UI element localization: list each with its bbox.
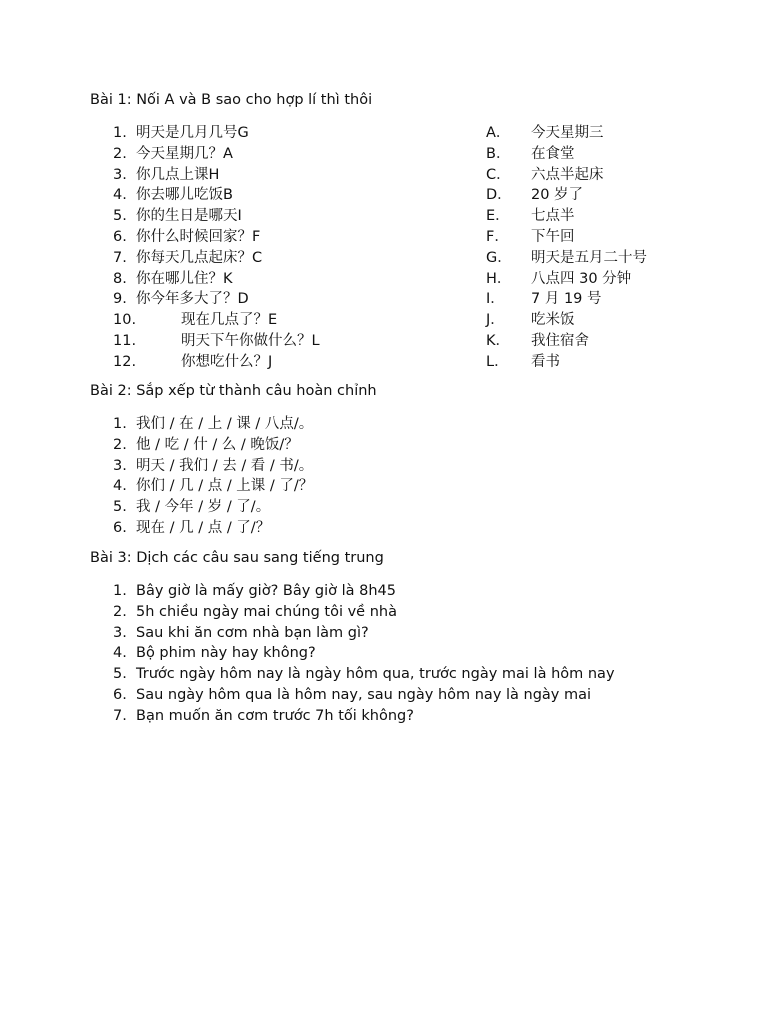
question-item-number: 1. [113, 125, 127, 141]
answer-option-text: 八点四 30 分钟 [531, 270, 632, 287]
question-item-text: 明天下午你做什么？L [181, 333, 320, 349]
scramble-item-text: 他 / 吃 / 什 / 么 / 晚饭/？ [136, 436, 299, 453]
answer-option [0, 248, 768, 268]
scramble-item-text: 明天 / 我们 / 去 / 看 / 书/。 [136, 457, 314, 474]
answer-option [0, 289, 768, 309]
answer-option-letter: E． [486, 208, 510, 225]
translation-item-number: 5. [113, 666, 127, 683]
answer-option [0, 352, 768, 372]
answer-option-text: 我住宿舍 [531, 333, 589, 349]
translation-item-number: 2. [113, 603, 127, 620]
scramble-item [0, 497, 768, 517]
question-item-text: 明天是几月几号G [136, 125, 249, 141]
answer-option [0, 165, 768, 185]
scramble-item [0, 435, 768, 455]
question-item-number: 9. [113, 291, 127, 308]
answer-option-letter: B． [486, 145, 511, 162]
question-item-number: 4. [113, 187, 127, 204]
question-item-number: 12. [113, 353, 137, 370]
translation-item [0, 602, 768, 622]
scramble-item-number: 1. [113, 416, 127, 432]
question-item-number: 6. [113, 229, 127, 245]
answer-option [0, 227, 768, 247]
answer-option [0, 185, 768, 205]
question-item-text: 你去哪儿吃饭B [136, 187, 233, 204]
scramble-item-text: 我们 / 在 / 上 / 课 / 八点/。 [136, 416, 314, 432]
scramble-item-text: 我 / 今年 / 岁 / 了/。 [136, 499, 271, 516]
question-item-text: 现在几点了？E [181, 312, 278, 329]
answer-option-letter: G． [486, 249, 512, 266]
translation-item [0, 664, 768, 684]
answer-option [0, 144, 768, 164]
scramble-item-number: 5. [113, 499, 127, 516]
scramble-item-number: 3. [113, 457, 127, 474]
scramble-item-number: 4. [113, 478, 127, 495]
scramble-item [0, 476, 768, 496]
scramble-item-number: 2. [113, 436, 127, 453]
answer-option-text: 明天是五月二十号 [531, 249, 647, 266]
translation-item-number: 1. [113, 583, 127, 599]
translation-item-text: Sau ngày hôm qua là hôm nay, sau ngày hôm nay là ngày mai [136, 687, 592, 703]
answer-option-text: 下午回 [531, 229, 575, 245]
question-item-text: 今天星期几？A [136, 145, 233, 162]
answer-option-letter: L． [486, 353, 509, 370]
answer-option-text: 20 岁了 [531, 187, 584, 204]
answer-option-letter: F． [486, 229, 509, 245]
answer-option-text: 看书 [531, 353, 560, 370]
answer-option [0, 310, 768, 330]
scramble-item-text: 你们 / 几 / 点 / 上课 / 了/？ [136, 478, 314, 495]
answer-option [0, 123, 768, 143]
translation-item [0, 685, 768, 705]
answer-option-letter: J． [486, 312, 505, 329]
answer-option-text: 7 月 19 号 [531, 291, 602, 308]
answer-option [0, 206, 768, 226]
answer-option-text: 今天星期三 [531, 125, 604, 141]
answer-option [0, 331, 768, 351]
question-item-number: 3. [113, 166, 127, 183]
answer-option-text: 七点半 [531, 208, 575, 225]
question-item-number: 8. [113, 270, 127, 287]
question-item-text: 你几点上课H [136, 166, 220, 183]
scramble-item [0, 518, 768, 538]
translation-item-text: Bạn muốn ăn cơm trước 7h tối không? [136, 707, 414, 724]
question-item-text: 你今年多大了？D [136, 291, 249, 308]
question-item-text: 你的生日是哪天I [136, 208, 242, 225]
question-item-text: 你想吃什么？J [181, 353, 273, 370]
translation-item-number: 6. [113, 687, 127, 703]
translation-item-number: 7. [113, 707, 127, 724]
question-item-number: 11. [113, 333, 137, 349]
scramble-item-text: 现在 / 几 / 点 / 了/？ [136, 520, 271, 536]
answer-option-letter: K． [486, 333, 511, 349]
question-item-text: 你每天几点起床？C [136, 249, 263, 266]
exercise-1-heading: Bài 1: Nối A và B sao cho hợp lí thì thôi [90, 92, 373, 108]
answer-option-letter: H． [486, 270, 512, 287]
scramble-item [0, 456, 768, 476]
answer-option-text: 吃米饭 [531, 312, 575, 329]
translation-item [0, 581, 768, 601]
scramble-item-number: 6. [113, 520, 127, 536]
translation-item [0, 706, 768, 726]
translation-item-text: Bây giờ là mấy giờ? Bây giờ là 8h45 [136, 583, 396, 599]
answer-option-text: 六点半起床 [531, 166, 604, 183]
translation-item-text: Trước ngày hôm nay là ngày hôm qua, trước ngày mai là hôm nay [136, 666, 615, 683]
question-item-number: 10. [113, 312, 137, 329]
question-item-number: 2. [113, 145, 127, 162]
question-item-number: 7. [113, 249, 127, 266]
answer-option-letter: A． [486, 125, 511, 141]
answer-option-text: 在食堂 [531, 145, 575, 162]
answer-option-letter: D． [486, 187, 512, 204]
answer-option-letter: I． [486, 291, 505, 308]
scramble-item [0, 414, 768, 434]
translation-item-text: Bộ phim này hay không? [136, 645, 316, 662]
exercise-2-heading: Bài 2: Sắp xếp từ thành câu hoàn chỉnh [90, 383, 377, 399]
translation-item-number: 3. [113, 624, 127, 641]
question-item-number: 5. [113, 208, 127, 225]
question-item-text: 你在哪儿住？K [136, 270, 233, 287]
translation-item-text: Sau khi ăn cơm nhà bạn làm gì? [136, 624, 369, 641]
answer-option-letter: C． [486, 166, 511, 183]
question-item-text: 你什么时候回家？F [136, 229, 261, 245]
translation-item [0, 643, 768, 663]
translation-item-text: 5h chiều ngày mai chúng tôi về nhà [136, 603, 397, 620]
exercise-3-heading: Bài 3: Dịch các câu sau sang tiếng trung [90, 550, 384, 566]
answer-option [0, 269, 768, 289]
translation-item-number: 4. [113, 645, 127, 662]
translation-item [0, 623, 768, 643]
